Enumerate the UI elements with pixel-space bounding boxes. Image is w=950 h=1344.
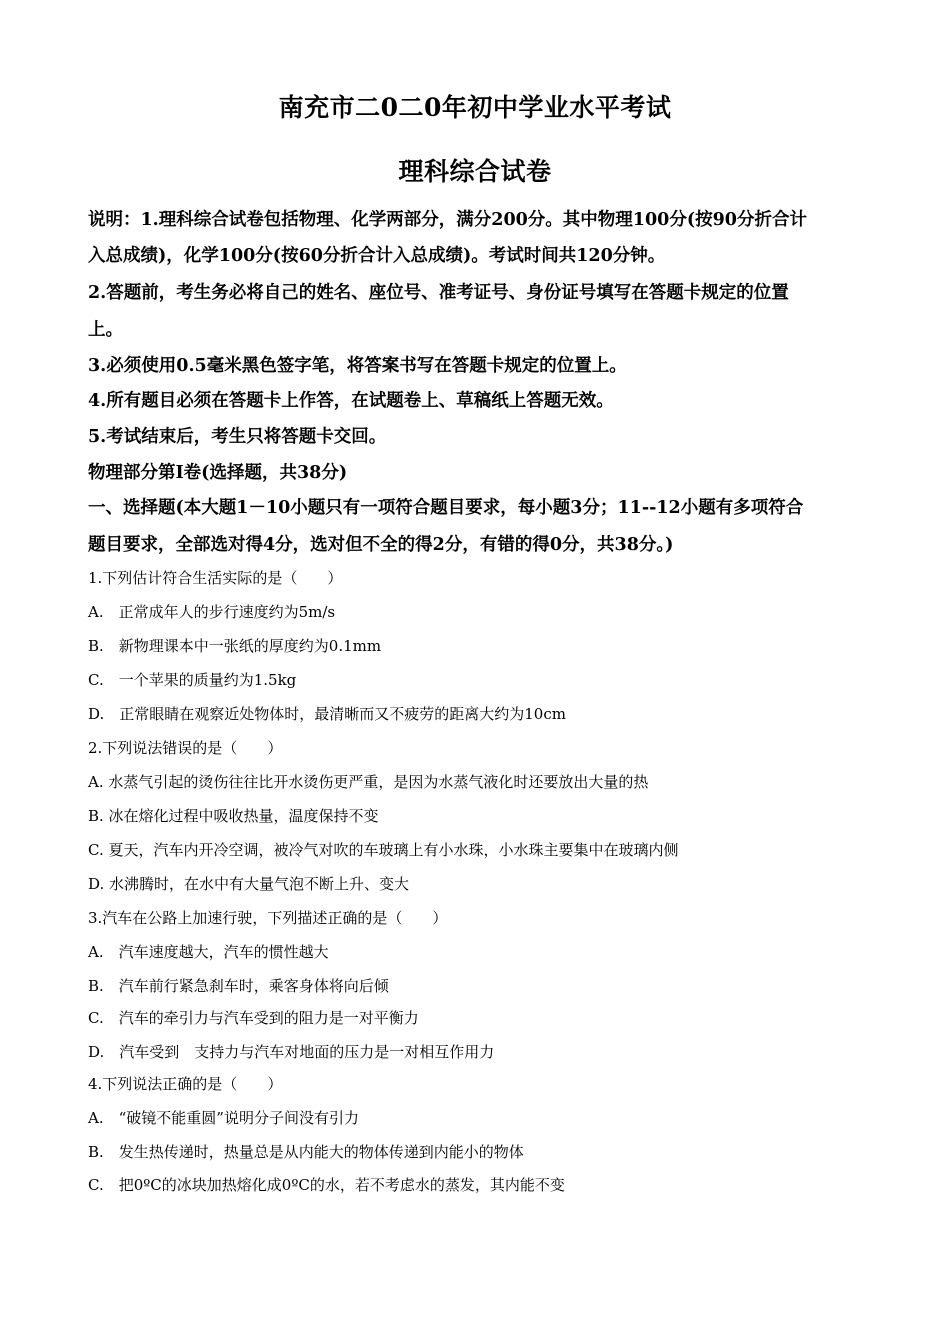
question-2-option-c: C. 夏天，汽车内开冷空调，被冷气对吹的车玻璃上有小水珠，小水珠主要集中在玻璃内侧 — [88, 841, 679, 859]
question-4-option-c: C. 把0ºC的冰块加热熔化成0ºC的水，若不考虑水的蒸发，其内能不变 — [88, 1176, 565, 1194]
question-4-stem: 4.下列说法正确的是（ ） — [88, 1075, 283, 1093]
exam-title: 南充市二0二0年初中学业水平考试 — [278, 93, 672, 122]
question-1-option-c: C. 一个苹果的质量约为1.5kg — [88, 671, 297, 689]
question-2-option-a: A. 水蒸气引起的烫伤往往比开水烫伤更严重，是因为水蒸气液化时还要放出大量的热 — [88, 773, 649, 791]
question-4-option-b: B. 发生热传递时，热量总是从内能大的物体传递到内能小的物体 — [88, 1143, 524, 1161]
question-3-option-c: C. 汽车的牵引力与汽车受到的阻力是一对平衡力 — [88, 1009, 419, 1027]
question-3-option-d: D. 汽车受到 支持力与汽车对地面的压力是一对相互作用力 — [88, 1043, 495, 1061]
instruction-line-7: 5.考试结束后，考生只将答题卡交回。 — [88, 427, 387, 447]
question-1-option-b: B. 新物理课本中一张纸的厚度约为0.1mm — [88, 637, 382, 655]
question-1-stem: 1.下列估计符合生活实际的是（ ） — [88, 569, 343, 587]
question-1-option-a: A. 正常成年人的步行速度约为5m/s — [88, 603, 336, 621]
question-2-stem: 2.下列说法错误的是（ ） — [88, 739, 283, 757]
question-4-option-a: A. “破镜不能重圆”说明分子间没有引力 — [88, 1109, 359, 1127]
section-heading-line-1: 一、选择题(本大题1－10小题只有一项符合题目要求，每小题3分；11--12小题有多项符合 — [88, 498, 804, 518]
instruction-line-4: 上。 — [88, 320, 123, 340]
question-1-option-d: D. 正常眼睛在观察近处物体时，最清晰而又不疲劳的距离大约为10cm — [88, 705, 566, 723]
question-2-option-d: D. 水沸腾时，在水中有大量气泡不断上升、变大 — [88, 875, 410, 893]
question-3-option-a: A. 汽车速度越大，汽车的惯性越大 — [88, 943, 329, 961]
part-heading: 物理部分第I卷(选择题，共38分) — [88, 463, 348, 483]
question-3-option-b: B. 汽车前行紧急刹车时，乘客身体将向后倾 — [88, 977, 389, 995]
question-2-option-b: B. 冰在熔化过程中吸收热量，温度保持不变 — [88, 807, 379, 825]
instruction-line-1: 说明：1.理科综合试卷包括物理、化学两部分，满分200分。其中物理100分(按90分折合计 — [88, 210, 807, 230]
instruction-line-6: 4.所有题目必须在答题卡上作答，在试题卷上、草稿纸上答题无效。 — [88, 391, 614, 411]
question-3-stem: 3.汽车在公路上加速行驶，下列描述正确的是（ ） — [88, 909, 448, 927]
instruction-line-5: 3.必须使用0.5毫米黑色签字笔，将答案书写在答题卡规定的位置上。 — [88, 356, 627, 376]
instruction-line-3: 2.答题前，考生务必将自己的姓名、座位号、准考证号、身份证号填写在答题卡规定的位置 — [88, 283, 789, 303]
exam-subtitle: 理科综合试卷 — [398, 157, 552, 186]
section-heading-line-2: 题目要求，全部选对得4分，选对但不全的得2分，有错的得0分，共38分。) — [88, 535, 674, 555]
instruction-line-2: 入总成绩)，化学100分(按60分折合计入总成绩)。考试时间共120分钟。 — [88, 246, 666, 266]
